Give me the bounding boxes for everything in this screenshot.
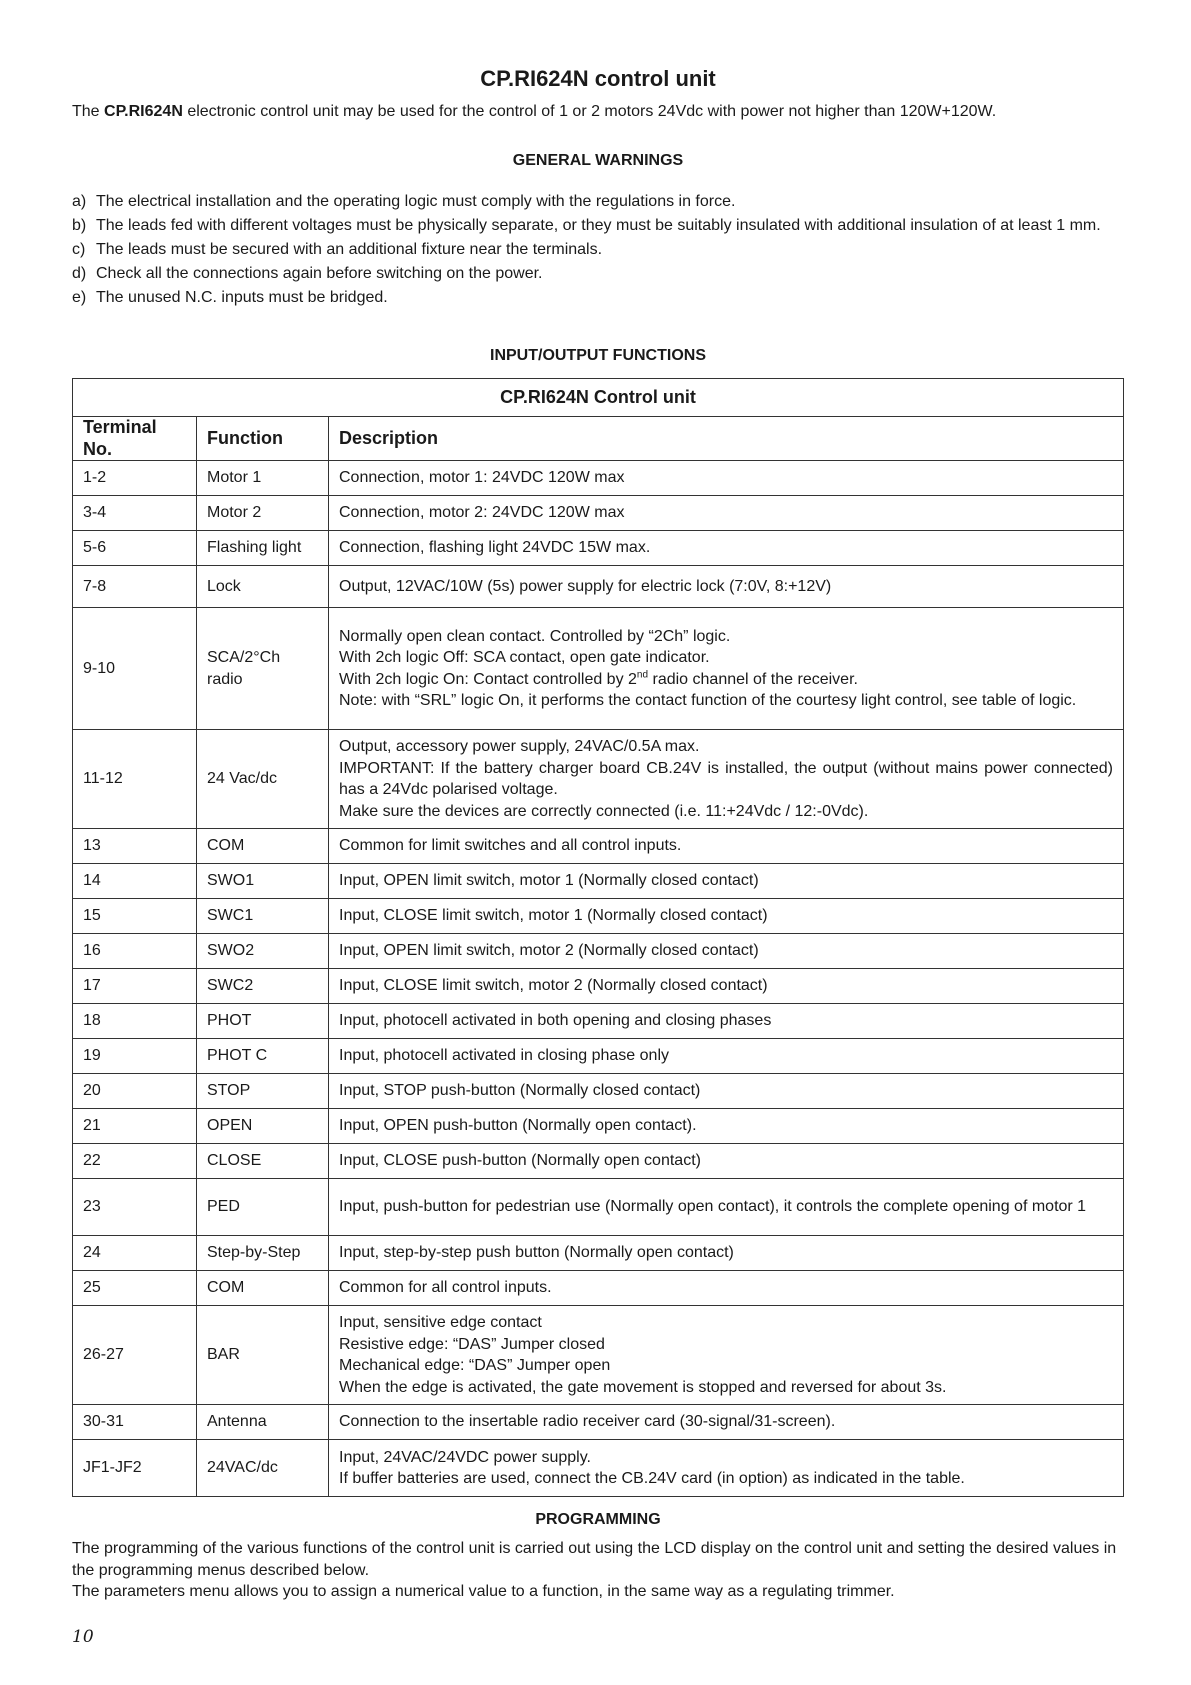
function-cell: SWO2 bbox=[197, 934, 329, 969]
programming-paragraph: The parameters menu allows you to assign a numerical value to a function, in the same way as a regulating trimmer. bbox=[72, 1583, 895, 1600]
description-line: Input, sensitive edge contact bbox=[339, 1314, 542, 1331]
description-line: Input, CLOSE limit switch, motor 2 (Normally closed contact) bbox=[339, 977, 768, 995]
description-line: IMPORTANT: If the battery charger board CB.24V is installed, the output (without mains power connected) has a 24Vdc polarised voltage. bbox=[339, 759, 1113, 798]
description-line: Normally open clean contact. Controlled by “2Ch” logic. bbox=[339, 627, 731, 645]
description-cell bbox=[329, 730, 1124, 829]
warning-text: The electrical installation and the operating logic must comply with the regulations in force. bbox=[96, 193, 736, 210]
programming-text bbox=[72, 1538, 1124, 1603]
terminal-cell: 15 bbox=[73, 899, 197, 934]
warning-letter: b) bbox=[72, 217, 87, 234]
general-warnings-heading: GENERAL WARNINGS bbox=[512, 152, 684, 169]
function-cell: PHOT bbox=[197, 1004, 329, 1039]
table-row bbox=[73, 899, 1124, 934]
function-cell: STOP bbox=[197, 1074, 329, 1109]
table-row bbox=[73, 1039, 1124, 1074]
description-cell bbox=[329, 899, 1124, 934]
function-cell: 24 Vac/dc bbox=[197, 730, 329, 829]
terminal-cell: 20 bbox=[73, 1074, 197, 1109]
header-description: Description bbox=[329, 417, 1124, 461]
description-line: Connection, motor 1: 24VDC 120W max bbox=[339, 469, 625, 487]
table-row bbox=[73, 531, 1124, 566]
terminal-cell: 7-8 bbox=[73, 566, 197, 608]
table-row bbox=[73, 1144, 1124, 1179]
description-text: With 2ch logic On: Contact controlled by 2 bbox=[339, 670, 637, 688]
table-row bbox=[73, 461, 1124, 496]
function-cell: Antenna bbox=[197, 1405, 329, 1440]
header-terminal: Terminal No. bbox=[73, 417, 197, 461]
description-cell bbox=[329, 934, 1124, 969]
table-row bbox=[73, 1236, 1124, 1271]
ordinal-superscript: nd bbox=[636, 669, 649, 681]
description-line: Input, CLOSE limit switch, motor 1 (Normally closed contact) bbox=[339, 907, 768, 925]
terminal-cell: 22 bbox=[73, 1144, 197, 1179]
description-cell bbox=[329, 1109, 1124, 1144]
terminal-cell: 23 bbox=[73, 1179, 197, 1236]
description-cell bbox=[329, 829, 1124, 864]
intro-model: CP.RI624N bbox=[104, 103, 183, 120]
warning-letter: c) bbox=[72, 241, 86, 258]
function-cell: SWC1 bbox=[197, 899, 329, 934]
table-row bbox=[73, 1405, 1124, 1440]
description-cell bbox=[329, 566, 1124, 608]
function-cell: PED bbox=[197, 1179, 329, 1236]
warning-item bbox=[72, 286, 1124, 310]
description-line bbox=[339, 669, 1113, 691]
description-line: Input, OPEN limit switch, motor 1 (Normally closed contact) bbox=[339, 872, 759, 890]
description-cell bbox=[329, 496, 1124, 531]
description-cell bbox=[329, 1306, 1124, 1405]
description-line: Connection, flashing light 24VDC 15W max. bbox=[339, 539, 651, 557]
intro-paragraph bbox=[72, 100, 1124, 124]
terminal-cell: 17 bbox=[73, 969, 197, 1004]
terminal-cell: 16 bbox=[73, 934, 197, 969]
function-cell: SWO1 bbox=[197, 864, 329, 899]
description-cell bbox=[329, 1271, 1124, 1306]
function-cell: CLOSE bbox=[197, 1144, 329, 1179]
terminal-cell: 1-2 bbox=[73, 461, 197, 496]
terminal-cell: 21 bbox=[73, 1109, 197, 1144]
table-row bbox=[73, 566, 1124, 608]
table-row bbox=[73, 969, 1124, 1004]
warnings-list bbox=[72, 190, 1124, 310]
description-line: Input, push-button for pedestrian use (Normally open contact), it controls the complete opening of motor 1 bbox=[339, 1198, 1087, 1216]
programming-paragraph: The programming of the various functions of the control unit is carried out using the LCD display on the control unit and setting the desired values in the programming menus described below. bbox=[72, 1540, 1117, 1579]
function-cell: Flashing light bbox=[197, 531, 329, 566]
warning-text: The leads must be secured with an additional fixture near the terminals. bbox=[96, 241, 603, 258]
io-table bbox=[72, 378, 1124, 1497]
description-cell bbox=[329, 1236, 1124, 1271]
warning-text: The unused N.C. inputs must be bridged. bbox=[96, 289, 388, 306]
description-cell bbox=[329, 1440, 1124, 1497]
description-line: With 2ch logic Off: SCA contact, open gate indicator. bbox=[339, 649, 710, 666]
intro-text: electronic control unit may be used for the control of 1 or 2 motors 24Vdc with power not higher than 120W+120W. bbox=[182, 103, 997, 120]
description-cell bbox=[329, 1074, 1124, 1109]
table-row bbox=[73, 730, 1124, 829]
table-row bbox=[73, 829, 1124, 864]
warning-item bbox=[72, 238, 1124, 262]
description-line: Input, CLOSE push-button (Normally open contact) bbox=[339, 1152, 701, 1170]
function-cell: PHOT C bbox=[197, 1039, 329, 1074]
table-row bbox=[73, 934, 1124, 969]
description-line: Connection, motor 2: 24VDC 120W max bbox=[339, 504, 625, 522]
table-row bbox=[73, 1440, 1124, 1497]
description-cell bbox=[329, 1039, 1124, 1074]
table-row bbox=[73, 1074, 1124, 1109]
description-cell bbox=[329, 1144, 1124, 1179]
description-cell bbox=[329, 969, 1124, 1004]
description-line: Input, OPEN push-button (Normally open contact). bbox=[339, 1117, 697, 1135]
description-line: Input, step-by-step push button (Normally open contact) bbox=[339, 1244, 734, 1262]
terminal-cell: 9-10 bbox=[73, 608, 197, 730]
warning-item bbox=[72, 262, 1124, 286]
terminal-cell: 14 bbox=[73, 864, 197, 899]
description-cell bbox=[329, 608, 1124, 730]
description-line: Resistive edge: “DAS” Jumper closed bbox=[339, 1335, 605, 1353]
table-row bbox=[73, 1306, 1124, 1405]
warning-letter: e) bbox=[72, 289, 87, 306]
warning-item bbox=[72, 214, 1124, 238]
description-line: Connection to the insertable radio receiver card (30-signal/31-screen). bbox=[339, 1413, 836, 1431]
terminal-cell: 11-12 bbox=[73, 730, 197, 829]
function-cell: OPEN bbox=[197, 1109, 329, 1144]
table-row bbox=[73, 864, 1124, 899]
description-cell bbox=[329, 1405, 1124, 1440]
description-line: Note: with “SRL” logic On, it performs the contact function of the courtesy light control, see table of logic. bbox=[339, 692, 1077, 709]
table-row bbox=[73, 496, 1124, 531]
page-title: CP.RI624N control unit bbox=[480, 66, 716, 91]
description-line: When the edge is activated, the gate movement is stopped and reversed for about 3s. bbox=[339, 1378, 947, 1396]
function-cell: SWC2 bbox=[197, 969, 329, 1004]
description-line: If buffer batteries are used, connect the CB.24V card (in option) as indicated in the table. bbox=[339, 1470, 965, 1487]
description-line: Mechanical edge: “DAS” Jumper open bbox=[339, 1357, 611, 1374]
terminal-cell: 18 bbox=[73, 1004, 197, 1039]
function-cell: Step-by-Step bbox=[197, 1236, 329, 1271]
terminal-cell: JF1-JF2 bbox=[73, 1440, 197, 1497]
function-cell: COM bbox=[197, 1271, 329, 1306]
terminal-cell: 5-6 bbox=[73, 531, 197, 566]
function-cell: Lock bbox=[197, 566, 329, 608]
function-cell: SCA/2°Ch radio bbox=[197, 608, 329, 730]
description-line: Output, accessory power supply, 24VAC/0.5A max. bbox=[339, 738, 700, 755]
terminal-cell: 24 bbox=[73, 1236, 197, 1271]
description-line: Input, OPEN limit switch, motor 2 (Normally closed contact) bbox=[339, 942, 759, 960]
description-cell bbox=[329, 864, 1124, 899]
warning-text: The leads fed with different voltages must be physically separate, or they must be suitably insulated with additional insulation of at least 1 mm. bbox=[96, 217, 1101, 234]
description-line: Input, STOP push-button (Normally closed contact) bbox=[339, 1082, 701, 1100]
description-line: Make sure the devices are correctly connected (i.e. 11:+24Vdc / 12:-0Vdc). bbox=[339, 802, 869, 820]
io-functions-heading: INPUT/OUTPUT FUNCTIONS bbox=[490, 347, 706, 364]
description-line: Output, 12VAC/10W (5s) power supply for electric lock (7:0V, 8:+12V) bbox=[339, 577, 832, 595]
function-cell: COM bbox=[197, 829, 329, 864]
description-cell bbox=[329, 531, 1124, 566]
description-line: Common for limit switches and all control inputs. bbox=[339, 837, 682, 855]
function-cell: Motor 1 bbox=[197, 461, 329, 496]
description-text: radio channel of the receiver. bbox=[648, 670, 858, 688]
table-row bbox=[73, 1271, 1124, 1306]
table-body bbox=[73, 461, 1124, 1497]
table-title: CP.RI624N Control unit bbox=[73, 379, 1124, 417]
description-line: Input, photocell activated in closing phase only bbox=[339, 1047, 669, 1065]
page-number: 10 bbox=[72, 1627, 94, 1647]
intro-prefix: The bbox=[72, 103, 105, 120]
description-cell bbox=[329, 1179, 1124, 1236]
programming-heading: PROGRAMMING bbox=[535, 1511, 661, 1528]
function-cell: Motor 2 bbox=[197, 496, 329, 531]
table-row bbox=[73, 1109, 1124, 1144]
terminal-cell: 3-4 bbox=[73, 496, 197, 531]
warning-letter: d) bbox=[72, 265, 87, 282]
table-row bbox=[73, 1179, 1124, 1236]
table-row bbox=[73, 1004, 1124, 1039]
table-row bbox=[73, 608, 1124, 730]
header-function: Function bbox=[197, 417, 329, 461]
function-cell: BAR bbox=[197, 1306, 329, 1405]
warning-item bbox=[72, 190, 1124, 214]
description-line: Input, photocell activated in both opening and closing phases bbox=[339, 1012, 772, 1030]
warning-letter: a) bbox=[72, 193, 87, 210]
description-line: Input, 24VAC/24VDC power supply. bbox=[339, 1448, 591, 1466]
terminal-cell: 25 bbox=[73, 1271, 197, 1306]
function-cell: 24VAC/dc bbox=[197, 1440, 329, 1497]
terminal-cell: 13 bbox=[73, 829, 197, 864]
description-cell bbox=[329, 1004, 1124, 1039]
warning-text: Check all the connections again before switching on the power. bbox=[96, 265, 543, 282]
terminal-cell: 30-31 bbox=[73, 1405, 197, 1440]
terminal-cell: 19 bbox=[73, 1039, 197, 1074]
description-cell bbox=[329, 461, 1124, 496]
terminal-cell: 26-27 bbox=[73, 1306, 197, 1405]
description-line: Common for all control inputs. bbox=[339, 1279, 552, 1297]
